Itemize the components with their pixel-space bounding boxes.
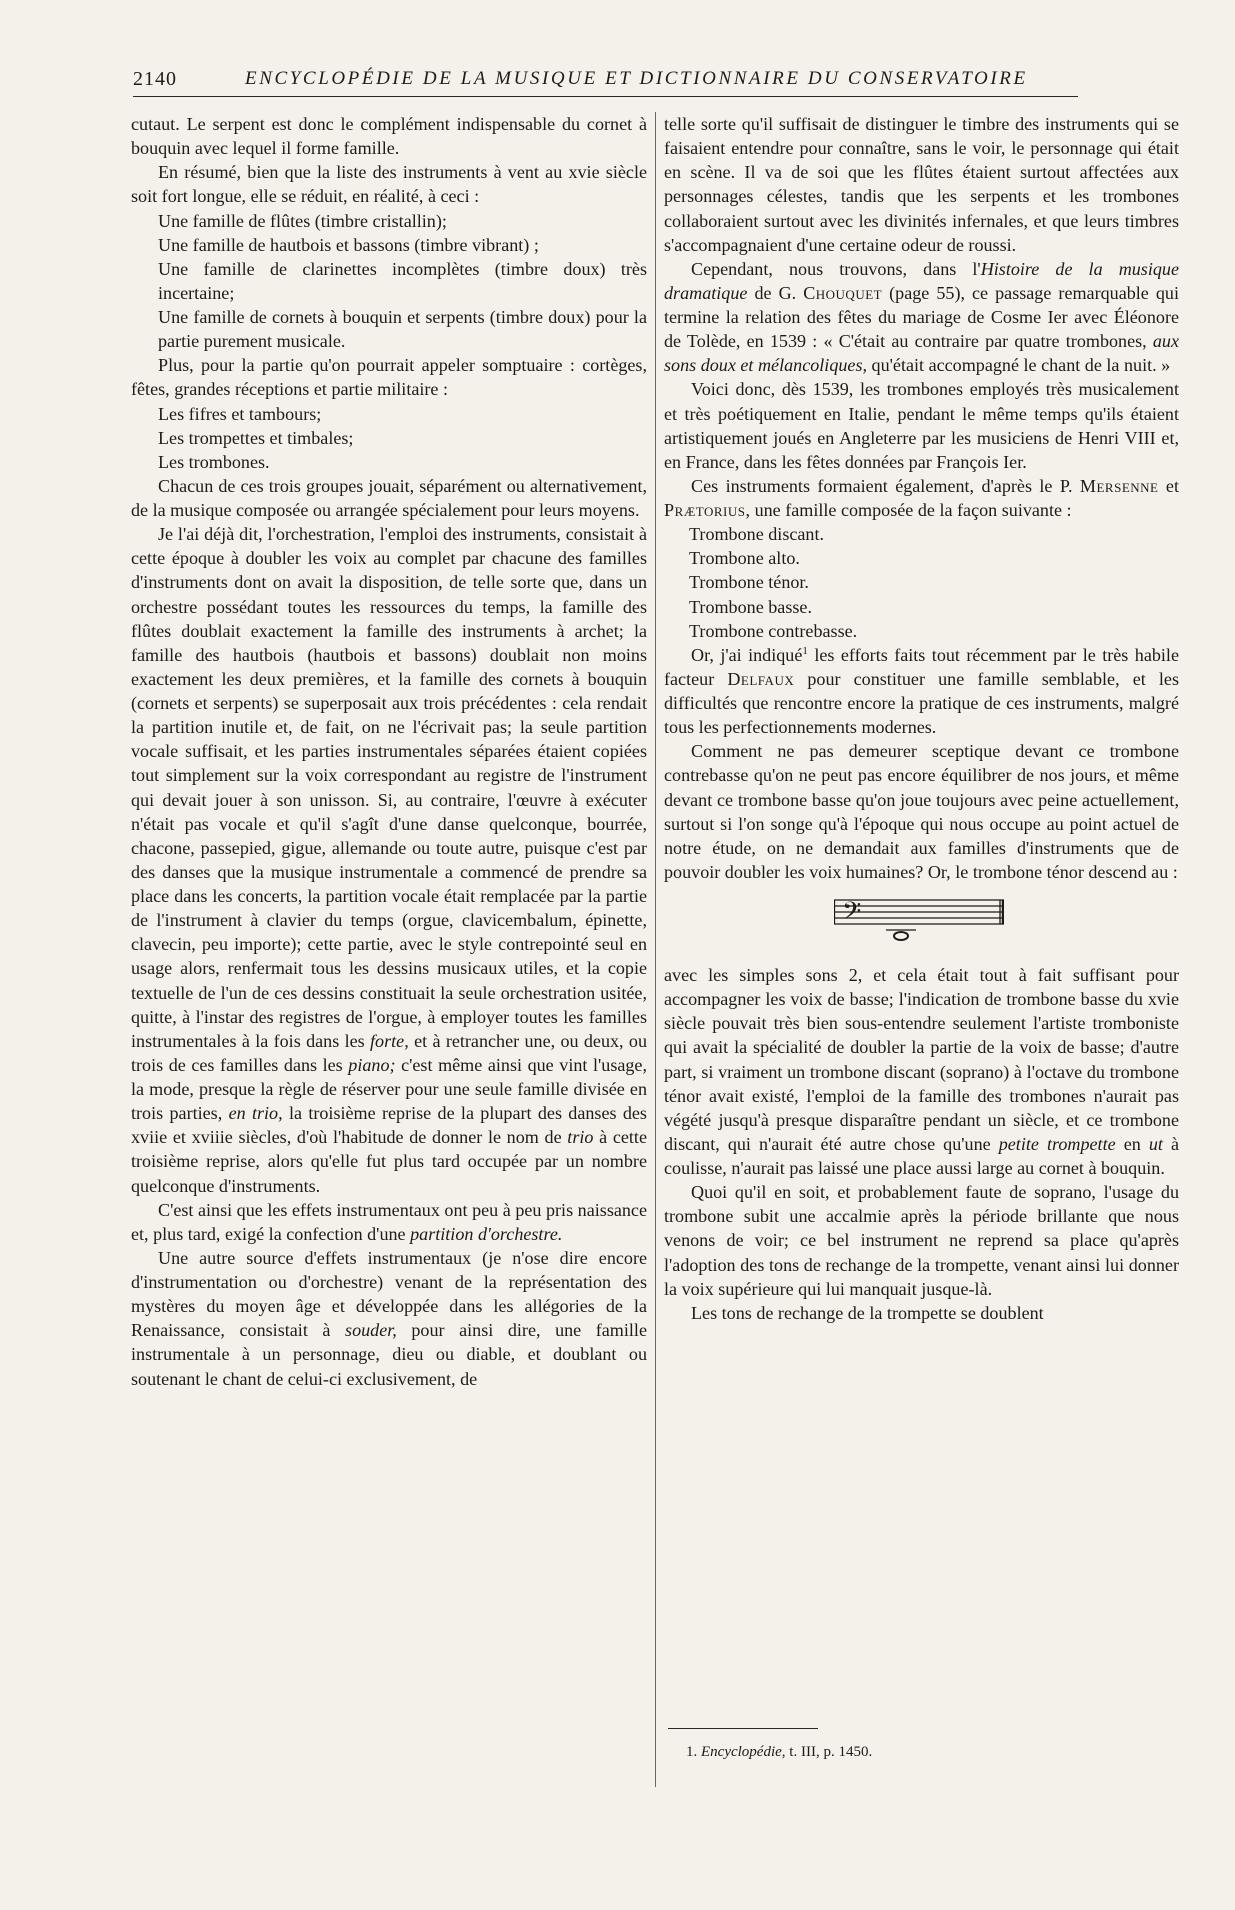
- paragraph: [131, 522, 647, 1198]
- text: pour ainsi dire, une famille instrumentale à un personnage, dieu ou diable, et doublant ou soutenant le chant de celui-ci exclusivement, de: [131, 1320, 647, 1389]
- italic-term: piano;: [348, 1054, 396, 1075]
- paragraph: Plus, pour la partie qu'on pourrait appeler somptuaire : cortèges, fêtes, grandes réceptions et partie militaire :: [131, 355, 647, 400]
- text: , une famille composée de la façon suivante :: [745, 500, 1072, 520]
- author-name: Delfaux: [727, 668, 795, 689]
- list-item: Trombone alto.: [689, 548, 800, 569]
- italic-term: ut: [1148, 1133, 1163, 1154]
- text: Or, j'ai indiqué: [691, 644, 803, 665]
- text: à cette troisième reprise, alors qu'elle fut plus tard occupée par un nombre quelconque d'instruments.: [131, 1127, 647, 1196]
- text: Je l'ai déjà dit, l'orchestration, l'emploi des instruments, consistait à cette époque à doubler les voix au complet par chacune des familles d'instruments dont on avait la disposition, de telle sorte que, dans un orchestre possédant toutes les ressources du temps, la famille des flûtes doublait exactement la famille des instruments à archet; la famille des hautbois (hautbois et bassons) doublait non moins exactement les deux premières, et la famille des cornets à bouquin (cornets et serpents) se superposait aux trois précédentes : cela rendait la partition inutile et, de fait, on ne l'écrivait pas; la seule partition vocale suffisait, et les parties instrumentales séparées étaient copiées tout simplement sur la voix correspondant au registre de l'instrument qui devait jouer à son unisson. Si, au contraire, l'œuvre à exécuter n'était pas vocale et qu'il s'agît d'une danse quelconque, bourrée, chacone, passepied, gigue, allemande ou toute autre, puisque c'est par des danses que la musique instrumentale a commencé de prendre sa place dans les concerts, la partition vocale était remplacée par la partie de l'instrument à clavier du temps (orgue, clavicembalum, épinette, clavecin, peu importe); cette partie, avec le style contrepointé seul en usage alors, renfermait tous les dessins musicaux utiles, et la copie textuelle de l'un de ces dessins constituait la seule orchestration usitée, quitte, à l'instar des registres de l'orgue, à employer toutes les familles instrumentales à la fois dans les: [131, 524, 647, 1051]
- list-item: Les fifres et tambours;: [158, 403, 322, 424]
- italic-title: Histoire de la musique dramatique: [664, 258, 1179, 303]
- italic-title: Encyclopédie,: [701, 1744, 786, 1760]
- footnote: [686, 1744, 872, 1761]
- paragraph: En résumé, bien que la liste des instruments à vent au xvie siècle soit fort longue, elle se réduit, en réalité, à ceci :: [131, 162, 647, 207]
- paragraph: [664, 474, 1179, 522]
- paragraph: [131, 1198, 647, 1246]
- svg-text:𝄢: 𝄢: [842, 897, 862, 932]
- text: les efforts faits tout récemment par le très habile facteur: [664, 644, 1179, 689]
- text: C'est ainsi que les effets instrumentaux ont peu à peu pris naissance et, plus tard, exigé la confection d'une: [131, 1199, 647, 1244]
- page-header: [133, 68, 1078, 97]
- column-divider: [655, 112, 656, 1787]
- paragraph: Comment ne pas demeurer sceptique devant ce trombone contrebasse qu'on ne peut pas encore équilibrer de nos jours, et même devant ce trombone basse qu'on joue toujours avec peine actuellement, surtout si l'on songe qu'à l'époque qui nous occupe au point actuel de notre étude, on ne demandait aux familles d'instruments que de pouvoir doubler les voix humaines? Or, le trombone ténor descend au :: [664, 741, 1179, 882]
- paragraph: [664, 963, 1179, 1180]
- running-title: ENCYCLOPÉDIE DE LA MUSIQUE ET DICTIONNAIRE DU CONSERVATOIRE: [245, 68, 1028, 89]
- text: en: [1115, 1133, 1149, 1154]
- text: Ces instruments formaient également, d'après le P.: [691, 475, 1080, 496]
- text: Une autre source d'effets instrumentaux (je n'ose dire encore d'instrumentation ou d'orchestre) venant de la représentation des mystères du moyen âge et développée dans les allégories de la Renaissance, consistait à: [131, 1247, 647, 1341]
- paragraph: Quoi qu'il en soit, et probablement faute de soprano, l'usage du trombone subit une accalmie après la période brillante que nous venons de voir; ce bel instrument ne reprend sa place qu'après l'adoption des tons de rechange de la trompette, venant ainsi lui donner la voix supérieure qui lui manquait jusque-là.: [664, 1182, 1179, 1299]
- list-item: Les trombones.: [158, 451, 270, 472]
- text: et: [1158, 475, 1179, 496]
- italic-term: partition d'orchestre.: [410, 1223, 563, 1244]
- italic-term: en trio,: [228, 1103, 283, 1124]
- page-number: 2140: [133, 68, 177, 90]
- list-item: Trombone contrebasse.: [689, 620, 858, 641]
- paragraph: [664, 643, 1179, 740]
- italic-term: aux sons doux et mélancoliques,: [664, 331, 1179, 376]
- text: à coulisse, n'aurait pas laissé une place aussi large au cornet à bouquin.: [664, 1133, 1180, 1178]
- paragraph: Voici donc, dès 1539, les trombones employés très musicalement et très poétiquement en Italie, pendant le même temps qu'ils étaient artistiquement joués en Angleterre par les musiciens de Henri VIII et, en France, dans les fêtes données par François Ier.: [664, 379, 1179, 472]
- list-item: Une famille de cornets à bouquin et serpents (timbre doux) pour la partie purement musicale.: [158, 307, 647, 352]
- text: et à retrancher une, ou deux, ou trois de ces familles dans les: [131, 1030, 648, 1075]
- author-name: Mersenne: [1079, 475, 1159, 496]
- italic-term: forte,: [370, 1030, 409, 1051]
- author-name: Chouquet: [803, 282, 883, 303]
- list-item: Trombone ténor.: [689, 572, 809, 593]
- footnote-rule: [668, 1728, 818, 1729]
- footnote-ref: 1: [802, 644, 808, 657]
- paragraph: [664, 257, 1179, 378]
- author-name: Prætorius: [664, 500, 746, 520]
- bass-clef-whole-note-icon: [834, 890, 1004, 950]
- list-item: Trombone discant.: [689, 524, 825, 545]
- right-column: [664, 112, 1179, 1325]
- text: pour constituer une famille semblable, et les difficultés que rencontre encore la pratique de ces instruments, malgré tous les perfectionnements modernes.: [664, 668, 1179, 738]
- text: avec les simples sons 2, et cela était tout à fait suffisant pour accompagner les voix de basse; l'indication de trombone basse du xvie siècle pouvait très bien sous-entendre seulement l'artiste tromboniste qui avait la spécialité de doubler la partie de la voix de basse; d'autre part, si vraiment un trombone discant (soprano) à l'octave du trombone ténor avait existé, l'emploi de la famille des trombones n'aurait pas végété jusqu'à presque disparaître pendant un siècle, et ce trombone discant, qui n'aurait été autre chose qu'une: [664, 965, 1179, 1154]
- list-item: Trombone basse.: [689, 596, 812, 617]
- list-item: Les trompettes et timbales;: [158, 427, 354, 448]
- text: (page 55), ce passage remarquable qui termine la relation des fêtes du mariage de Cosme Ier avec Éléonore de Tolède, en 1539 : « C'était au contraire par quatre trombones,: [664, 282, 1179, 352]
- text: t. III, p. 1450.: [785, 1744, 873, 1760]
- left-column: [131, 112, 647, 1391]
- list-item: Une famille de hautbois et bassons (timbre vibrant) ;: [158, 234, 539, 255]
- text: Cependant, nous trouvons, dans l': [691, 258, 981, 279]
- music-staff: [664, 884, 1179, 963]
- text: de G.: [747, 282, 804, 303]
- paragraph: telle sorte qu'il suffisait de distinguer le timbre des instruments qui se faisaient entendre pour connaître, sans le voir, le personnage qui était en scène. Il va de soi que les flûtes étaient surtout affectées aux personnages célestes, tandis que les serpents et les trombones collaboraient surtout avec les divinités infernales, et que leurs timbres s'accompagnaient d'une certaine odeur de roussi.: [664, 114, 1179, 255]
- italic-term: trio: [567, 1127, 594, 1148]
- text: c'est même ainsi que vint l'usage, la mode, presque la règle de réserver pour une seule famille divisée en trois parties,: [131, 1054, 647, 1124]
- list-item: Une famille de flûtes (timbre cristallin);: [158, 210, 447, 231]
- italic-term: souder,: [345, 1320, 397, 1341]
- text: qu'était accompagné le chant de la nuit. »: [867, 355, 1171, 376]
- italic-term: petite trompette: [998, 1133, 1116, 1154]
- paragraph: Chacun de ces trois groupes jouait, séparément ou alternativement, de la musique composée ou arrangée spécialement pour leurs moyens.: [131, 475, 647, 520]
- paragraph: [131, 1246, 647, 1391]
- text: la troisième reprise de la plupart des danses des xviie et xviiie siècles, d'où l'habitude de donner le nom de: [131, 1103, 647, 1148]
- paragraph: Les tons de rechange de la trompette se doublent: [691, 1302, 1044, 1323]
- paragraph: cutaut. Le serpent est donc le complément indispensable du cornet à bouquin avec lequel il forme famille.: [131, 114, 647, 159]
- text: 1.: [686, 1744, 701, 1760]
- list-item: Une famille de clarinettes incomplètes (timbre doux) très incertaine;: [158, 258, 647, 303]
